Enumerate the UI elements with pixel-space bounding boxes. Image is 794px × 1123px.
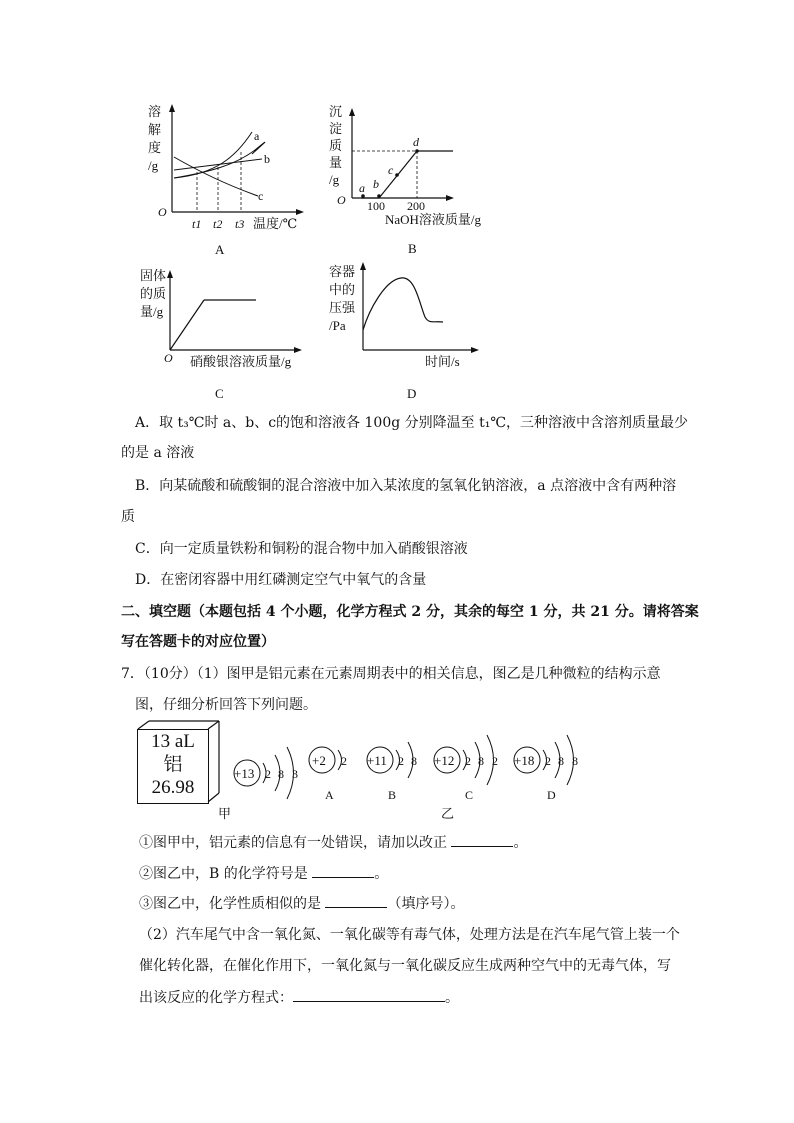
- figure-c: [138, 262, 318, 407]
- svg-text:8: 8: [558, 754, 564, 768]
- y-label-2: 淀: [329, 121, 343, 136]
- element-name: 铝: [163, 754, 183, 775]
- section-header-line1: 二、填空题（本题包括 4 个小题，化学方程式 2 分，其余的每空 1 分，共 21 分。请将答案: [121, 604, 699, 620]
- answer-blank-2[interactable]: [312, 863, 374, 878]
- atom-label-a: A: [325, 788, 334, 802]
- answer-blank-1[interactable]: [451, 832, 513, 847]
- x-axis-label: 时间/s: [425, 354, 460, 369]
- figure-label: C: [215, 386, 224, 401]
- point-d: d: [413, 135, 419, 149]
- svg-text:8: 8: [478, 754, 484, 768]
- y-label-4: /g: [148, 158, 159, 173]
- x-axis-label: 温度/℃: [253, 216, 298, 231]
- atom-label-b: B: [388, 788, 397, 802]
- svg-text:2: 2: [398, 754, 404, 768]
- svg-text:8: 8: [411, 754, 417, 768]
- tick-t3: t3: [235, 217, 245, 231]
- y-label-4: 量: [329, 155, 343, 170]
- svg-text:2: 2: [492, 754, 498, 768]
- q7-part2-line3: 出该反应的化学方程式： 。: [139, 987, 459, 1008]
- svg-text:+11: +11: [367, 753, 387, 768]
- svg-text:+12: +12: [434, 753, 455, 768]
- figure-label: A: [215, 242, 225, 257]
- tick-t1: t1: [192, 217, 202, 231]
- q7-sub2: ②图乙中，B 的化学符号是 。: [139, 863, 388, 884]
- svg-text:+13: +13: [234, 766, 255, 781]
- curve-a-line: [174, 132, 252, 178]
- label-jia: 甲: [218, 807, 232, 822]
- y-label-1: 沉: [329, 104, 343, 119]
- option-b-line1: B．向某硫酸和硫酸铜的混合溶液中加入某浓度的氢氧化钠溶液，a 点溶液中含有两种溶: [135, 478, 677, 494]
- svg-text:8: 8: [572, 754, 578, 768]
- y-label-3: 量/g: [140, 304, 164, 319]
- y-label-5: /g: [329, 172, 340, 187]
- atom-b: [367, 742, 417, 802]
- y-label-2: 的质: [140, 286, 167, 301]
- option-c: C．向一定质量铁粉和铜粉的混合物中加入硝酸银溶液: [135, 541, 468, 557]
- svg-text:2: 2: [341, 754, 347, 768]
- pressure-curve: [363, 278, 443, 330]
- label-yi: 乙: [441, 807, 455, 822]
- origin-label: O: [337, 193, 346, 207]
- curve-label-a: a: [254, 129, 260, 143]
- y-label-3: 质: [329, 138, 343, 153]
- atom-d: [514, 735, 578, 802]
- origin-label: O: [158, 205, 167, 219]
- tick-100: 100: [367, 199, 385, 213]
- svg-text:8: 8: [278, 767, 284, 781]
- svg-text:2: 2: [465, 754, 471, 768]
- answer-blank-4[interactable]: [293, 987, 445, 1002]
- y-label-4: /Pa: [329, 318, 346, 333]
- svg-text:2: 2: [545, 754, 551, 768]
- y-label-2: 解: [148, 122, 162, 137]
- point-a: a: [359, 181, 365, 195]
- q7-sub3: ③图乙中，化学性质相似的是 （填序号）。: [139, 893, 464, 914]
- y-label-3: 压强: [329, 300, 356, 315]
- y-label-1: 容器: [329, 264, 356, 279]
- q7-part2-line1: （2）汽车尾气中含一氧化氮、一氧化碳等有毒气体，处理方法是在汽车尾气管上装一个: [139, 927, 680, 943]
- y-label-2: 中的: [329, 282, 356, 297]
- answer-blank-3[interactable]: [325, 893, 387, 908]
- y-label-1: 固体: [140, 268, 167, 283]
- element-symbol: aL: [174, 731, 195, 752]
- curve-label-b: b: [264, 152, 270, 166]
- option-a-line1: A．取 t₃℃时 a、b、c的饱和溶液各 100g 分别降温至 t₁℃，三种溶液中含溶剂质量最少: [135, 415, 688, 431]
- y-label-1: 溶: [148, 104, 162, 119]
- x-axis-label: 硝酸银溶液质量/g: [190, 354, 292, 369]
- section-header-line2: 写在答题卡的对应位置）: [121, 634, 275, 650]
- atomic-number: 13: [151, 731, 171, 752]
- origin-label: O: [164, 351, 173, 365]
- point-b: b: [373, 177, 379, 191]
- curve-label-c: c: [258, 189, 264, 203]
- option-a-line2: 的是 a 溶液: [121, 445, 195, 461]
- x-axis-label: NaOH溶液质量/g: [385, 212, 482, 227]
- svg-text:+18: +18: [514, 753, 535, 768]
- tick-t2: t2: [213, 217, 223, 231]
- y-label-3: 度: [148, 140, 162, 155]
- svg-text:+2: +2: [312, 753, 326, 768]
- atom-al: [234, 747, 298, 799]
- figure-label: B: [408, 241, 417, 256]
- q7-part2-line2: 催化转化器，在催化作用下，一氧化氮与一氧化碳反应生成两种空气中的无毒气体，写: [139, 958, 671, 974]
- atom-diagrams: [225, 733, 625, 808]
- atomic-mass: 26.98: [151, 777, 195, 798]
- curve-a-main: [174, 131, 263, 178]
- element-box-depth: [137, 720, 221, 805]
- point-c: c: [388, 163, 394, 177]
- figure-label: D: [407, 386, 417, 401]
- figure-a: [140, 100, 320, 260]
- figure-b: [325, 100, 505, 260]
- atom-label-c: C: [465, 788, 474, 802]
- q7-line2: 图，仔细分析回答下列问题。: [135, 697, 317, 713]
- option-b-line2: 质: [121, 509, 135, 525]
- q7-line1: 7．（10分）（1）图甲是铝元素在元素周期表中的相关信息，图乙是几种微粒的结构示意: [121, 666, 661, 682]
- figure-d: [325, 262, 505, 407]
- atom-a: [309, 747, 347, 802]
- atom-c: [434, 735, 498, 802]
- svg-text:2: 2: [265, 767, 271, 781]
- atom-label-d: D: [547, 788, 556, 802]
- q7-sub1: ①图甲中，铝元素的信息有一处错误，请加以改正 。: [139, 832, 527, 853]
- svg-text:3: 3: [292, 767, 298, 781]
- option-d: D．在密闭容器中用红磷测定空气中氧气的含量: [135, 572, 427, 588]
- tick-200: 200: [407, 199, 425, 213]
